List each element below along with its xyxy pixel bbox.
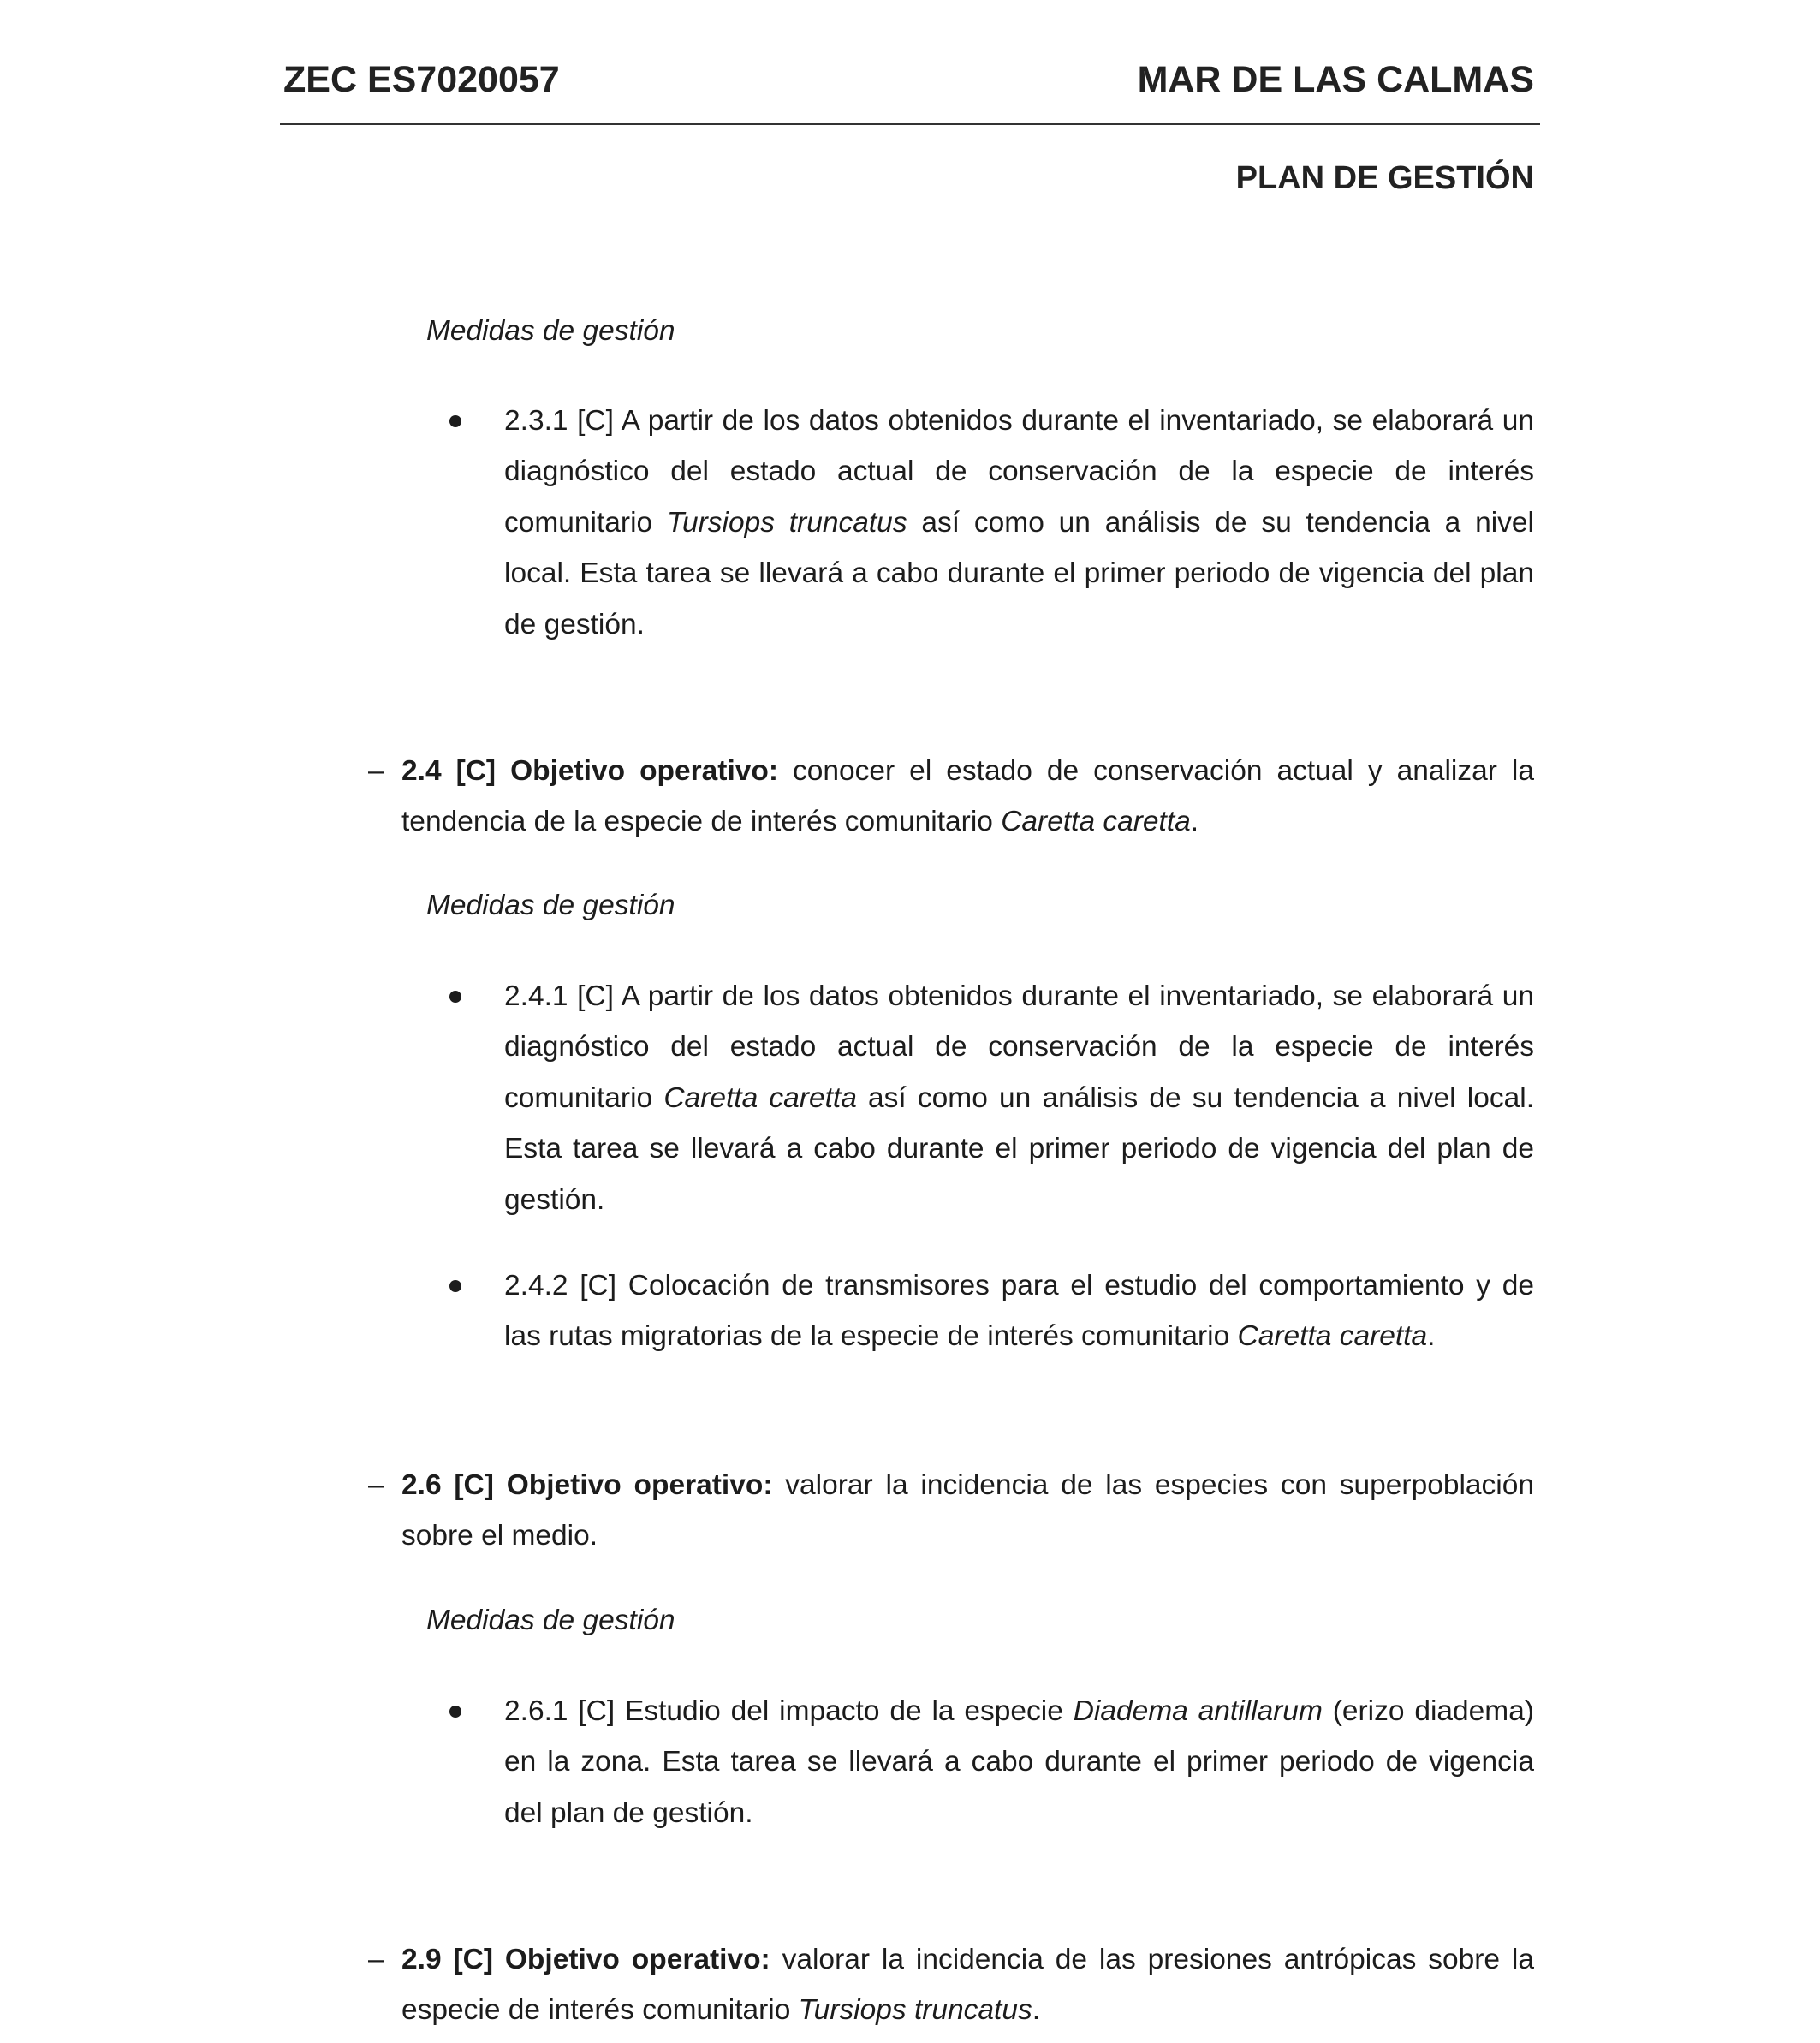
dash-marker: – <box>368 755 384 787</box>
measure-text: así como un análisis de su tendencia a nivel local. Esta tarea se llevará a cabo durante el primer periodo de vigencia del plan de gestión. <box>504 506 1534 640</box>
objective-text: . <box>1032 1994 1041 2027</box>
objective-2-6 <box>401 1460 1534 1562</box>
medidas-heading: Medidas de gestión <box>426 315 675 347</box>
measure-text: 2.4.1 [C] A partir de los datos obtenidos durante el inventariado, se elaborará un diagnóstico del estado actual de conservación de la especie de interés comunitario <box>504 980 1534 1114</box>
measure-text: 2.6.1 [C] Estudio del impacto de la especie <box>504 1695 1074 1727</box>
dash-marker: – <box>368 1944 384 1975</box>
measure-text: 2.3.1 [C] A partir de los datos obtenidos durante el inventariado, se elaborará un diagnóstico del estado actual de conservación de la especie de interés comunitario <box>504 405 1534 539</box>
species-name: Tursiops truncatus <box>798 1994 1032 2027</box>
bullet-icon <box>449 1706 461 1718</box>
objective-text: . <box>1190 806 1199 838</box>
document-subtitle: PLAN DE GESTIÓN <box>1235 160 1534 196</box>
measure-text: así como un análisis de su tendencia a nivel local. Esta tarea se llevará a cabo durante el primer periodo de vigencia del plan de gestión. <box>504 1081 1535 1216</box>
header-site-name: MAR DE LAS CALMAS <box>1137 59 1534 100</box>
measure-text: . <box>1427 1320 1436 1353</box>
dash-marker: – <box>368 1469 384 1501</box>
objective-label: 2.9 [C] Objetivo operativo: <box>401 1944 770 1975</box>
header-site-code: ZEC ES7020057 <box>283 59 560 100</box>
species-name: Caretta caretta <box>1237 1320 1428 1353</box>
species-name: Tursiops truncatus <box>666 506 907 539</box>
measure-2-4-1 <box>504 971 1534 1225</box>
species-name: Caretta caretta <box>663 1081 857 1114</box>
objective-text: valorar la incidencia de las especies con superpoblación sobre el medio. <box>401 1469 1535 1552</box>
medidas-heading: Medidas de gestión <box>426 1605 675 1636</box>
objective-label: 2.6 [C] Objetivo operativo: <box>401 1469 773 1501</box>
measure-2-6-1 <box>504 1686 1534 1838</box>
objective-2-9 <box>401 1934 1534 2036</box>
objective-label: 2.4 [C] Objetivo operativo: <box>401 755 779 787</box>
header-divider <box>280 123 1540 125</box>
measure-text: 2.4.2 [C] Colocación de transmisores para el estudio del comportamiento y de las rutas migratorias de la especie de interés comunitario <box>504 1270 1534 1353</box>
measure-2-3-1 <box>504 396 1534 650</box>
objective-text: conocer el estado de conservación actual y analizar la tendencia de la especie de interés comunitario <box>401 755 1534 838</box>
objective-2-4 <box>401 746 1534 848</box>
medidas-heading: Medidas de gestión <box>426 890 675 921</box>
bullet-icon <box>449 1280 461 1292</box>
species-name: Caretta caretta <box>1001 806 1191 838</box>
bullet-icon <box>449 991 461 1003</box>
bullet-icon <box>449 415 461 427</box>
measure-2-4-2 <box>504 1260 1534 1362</box>
species-name: Diadema antillarum <box>1073 1695 1323 1727</box>
objective-text: valorar la incidencia de las presiones antrópicas sobre la especie de interés comunitario <box>401 1944 1534 2027</box>
measure-text: (erizo diadema) en la zona. Esta tarea se llevará a cabo durante el primer periodo de vigencia del plan de gestión. <box>504 1695 1534 1829</box>
